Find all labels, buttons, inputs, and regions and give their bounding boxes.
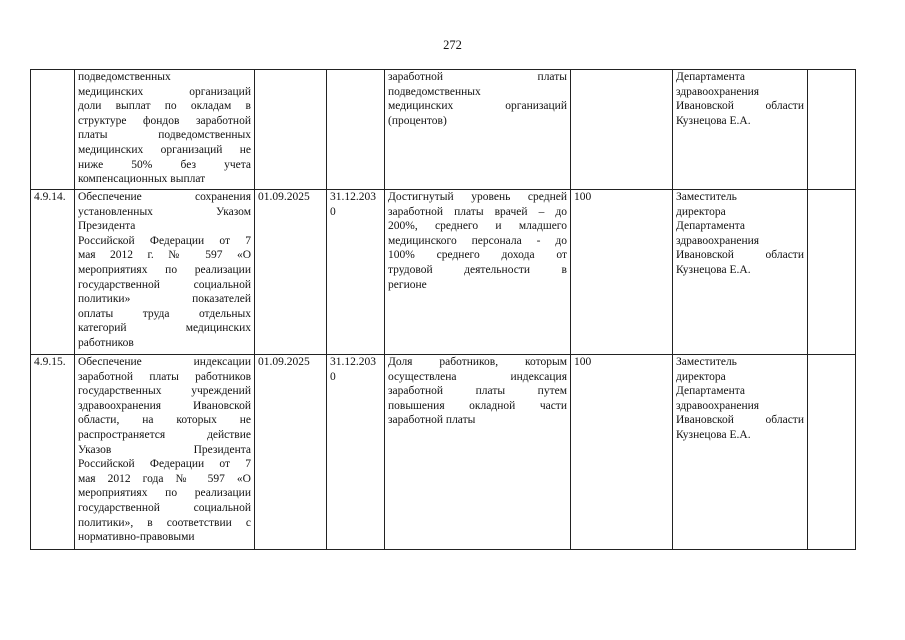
text-line: Кузнецова Е.А. — [676, 428, 751, 441]
text-line: государственных учреждений — [78, 385, 251, 398]
text-line: государственной социальной — [78, 501, 251, 514]
text-line: распространяется действие — [78, 428, 251, 441]
text-line: Заместитель — [676, 191, 737, 203]
text-line: государственной социальной — [78, 278, 251, 291]
text-line: здравоохранения Ивановской — [78, 399, 251, 412]
text-line: Заместитель — [676, 356, 737, 368]
text-line: медицинского персонала - до — [388, 234, 567, 247]
text-line: мая 2012 года № 597 «О — [78, 472, 251, 485]
text-line: здравоохранения — [676, 399, 760, 412]
cell-activity — [75, 70, 255, 190]
text-line: нормативно-правовыми — [78, 531, 195, 544]
text-line: оплаты труда отдельных — [78, 307, 251, 320]
cell-start-date: 01.09.2025 — [255, 190, 327, 355]
cell-end-date — [327, 70, 385, 190]
text-line: Обеспечение сохранения — [78, 191, 251, 203]
text-line: мая 2012 г. № 597 «О — [78, 249, 251, 262]
cell-activity — [75, 355, 255, 550]
text-line: платы подведомственных — [78, 129, 251, 142]
page-number: 272 — [443, 38, 462, 52]
measures-table — [30, 69, 856, 550]
text-line: заработной платы — [388, 71, 567, 83]
cell-start-date: 01.09.2025 — [255, 355, 327, 550]
text-line: доли выплат по окладам в — [78, 100, 251, 113]
text-line: мероприятиях по реализации — [78, 487, 251, 500]
text-line: директора — [676, 205, 726, 218]
cell-activity — [75, 190, 255, 355]
text-line: подведомственных — [388, 85, 481, 98]
text-line: политики», в соответствии с — [78, 516, 251, 529]
text-line: работников — [78, 336, 134, 349]
cell-start-date — [255, 70, 327, 190]
table-row — [31, 190, 856, 355]
cell-indicator — [385, 190, 571, 355]
text-line: заработной платы путем — [388, 385, 567, 398]
text-line: здравоохранения — [676, 234, 760, 247]
text-line: здравоохранения — [676, 85, 760, 98]
text-line: Президента — [78, 220, 136, 233]
text-line: категорий медицинских — [78, 322, 251, 335]
text-line: Департамента — [676, 71, 746, 83]
text-line: мероприятиях по реализации — [78, 263, 251, 276]
text-line: Указов Президента — [78, 443, 251, 456]
text-line: (процентов) — [388, 114, 447, 127]
text-line: заработной платы врачей – до — [388, 205, 567, 218]
text-line: повышения окладной части — [388, 399, 567, 412]
text-line: ниже 50% без учета — [78, 158, 251, 171]
text-line: области, на которых не — [78, 414, 251, 427]
text-line: осуществлена индексация — [388, 370, 567, 383]
text-line: Ивановской области — [676, 414, 804, 427]
text-line: заработной платы работников — [78, 370, 251, 383]
text-line: Достигнутый уровень средней — [388, 191, 567, 203]
cell-target-value: 100 — [571, 355, 673, 550]
text-line: Департамента — [676, 385, 746, 398]
text-line: установленных Указом — [78, 205, 251, 218]
cell-number: 4.9.14. — [31, 190, 75, 355]
cell-responsible — [673, 190, 808, 355]
text-line: Российской Федерации от 7 — [78, 234, 251, 247]
table-row — [31, 355, 856, 550]
text-line: Обеспечение индексации — [78, 356, 251, 368]
text-line: компенсационных выплат — [78, 173, 206, 186]
text-line: 100% среднего дохода от — [388, 249, 567, 262]
text-line: заработной платы — [388, 414, 476, 427]
cell-number — [31, 70, 75, 190]
cell-responsible — [673, 355, 808, 550]
text-line: медицинских организаций не — [78, 143, 251, 156]
text-line: медицинских организаций — [388, 100, 567, 113]
text-line: Ивановской области — [676, 100, 804, 113]
text-line: Кузнецова Е.А. — [676, 263, 751, 276]
table-row — [31, 70, 856, 190]
text-line: Департамента — [676, 220, 746, 233]
cell-extra — [808, 355, 856, 550]
cell-number: 4.9.15. — [31, 355, 75, 550]
cell-responsible — [673, 70, 808, 190]
cell-extra — [808, 70, 856, 190]
text-line: 200%, среднего и младшего — [388, 220, 567, 233]
text-line: Доля работников, которым — [388, 356, 567, 368]
text-line: политики» показателей — [78, 293, 251, 306]
cell-end-date: 31.12.2030 — [327, 355, 385, 550]
cell-indicator — [385, 70, 571, 190]
cell-target-value — [571, 70, 673, 190]
text-line: трудовой деятельности в — [388, 263, 567, 276]
cell-extra — [808, 190, 856, 355]
text-line: регионе — [388, 278, 427, 291]
text-line: подведомственных — [78, 71, 171, 83]
text-line: Российской Федерации от 7 — [78, 458, 251, 471]
cell-target-value: 100 — [571, 190, 673, 355]
text-line: структуре фондов заработной — [78, 114, 251, 127]
text-line: Кузнецова Е.А. — [676, 114, 751, 127]
cell-end-date: 31.12.2030 — [327, 190, 385, 355]
text-line: директора — [676, 370, 726, 383]
cell-indicator — [385, 355, 571, 550]
text-line: Ивановской области — [676, 249, 804, 262]
text-line: медицинских организаций — [78, 85, 251, 98]
